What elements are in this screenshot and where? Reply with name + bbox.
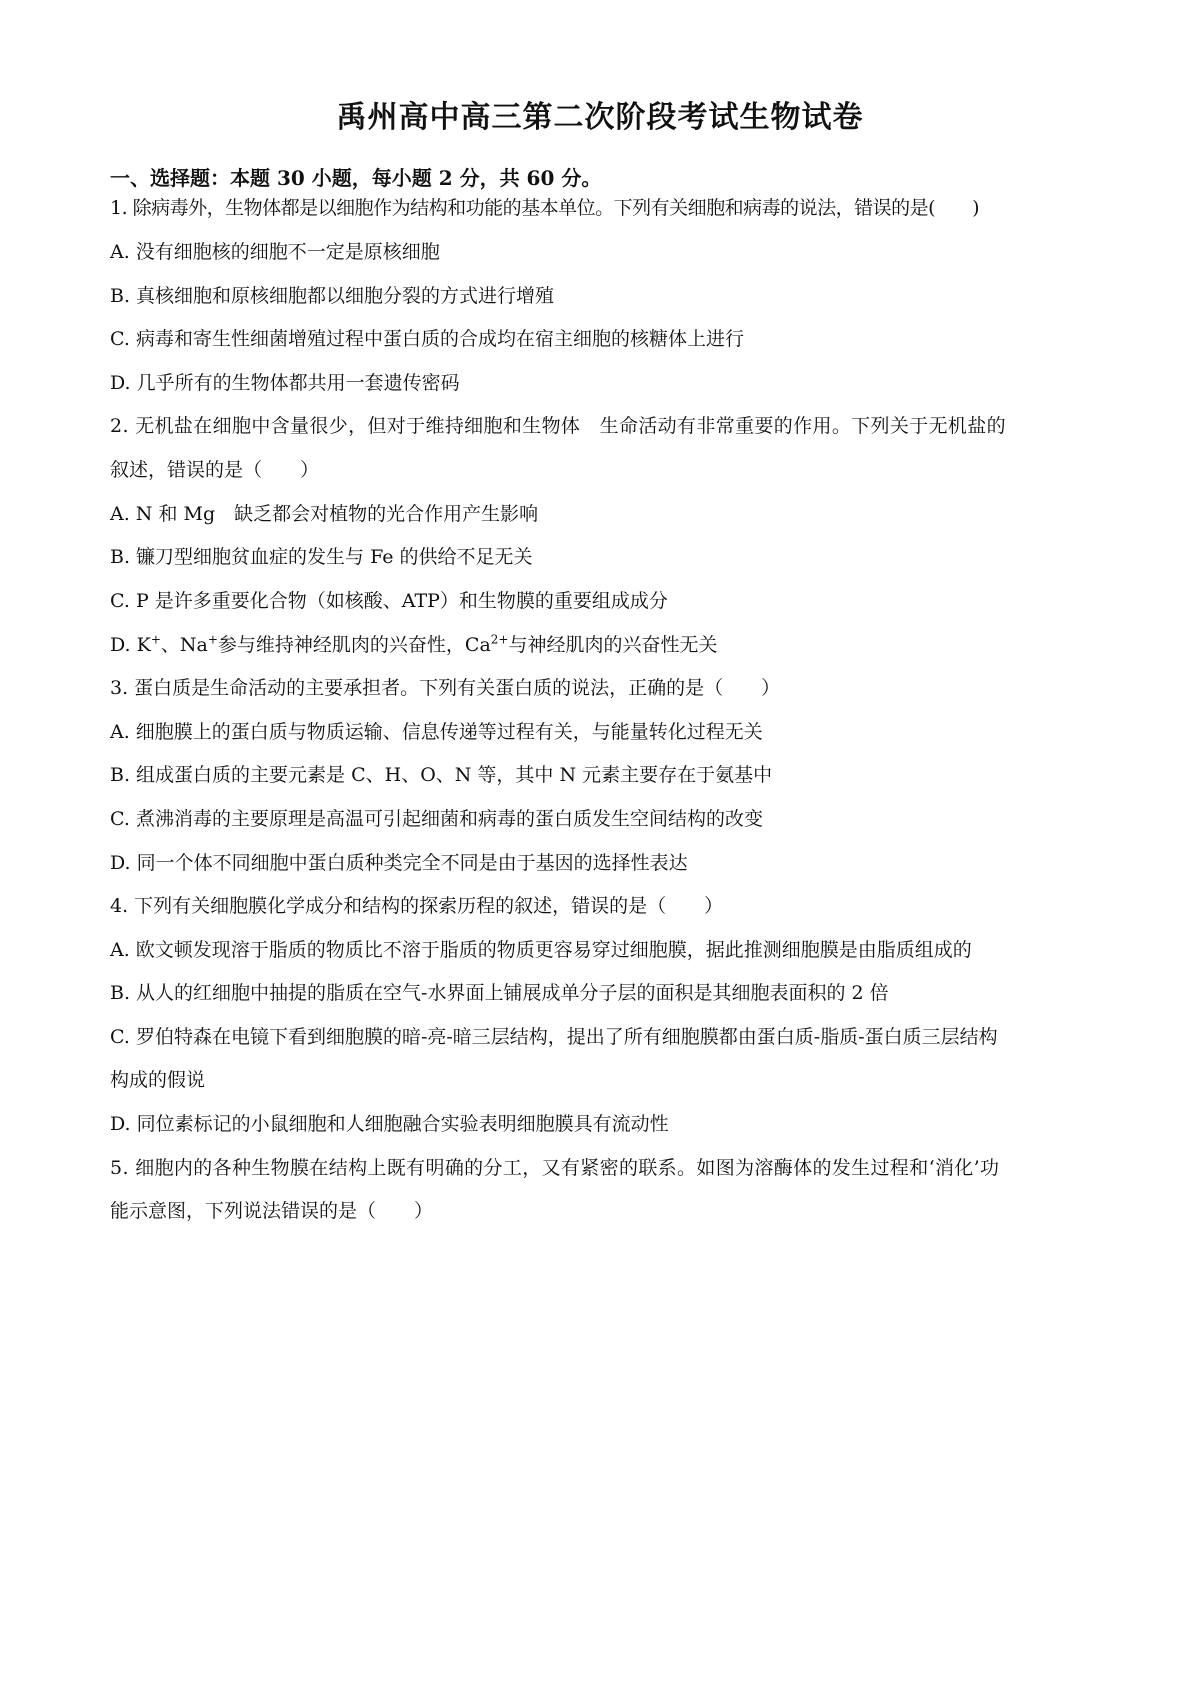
question-2-option-d (110, 631, 718, 659)
question-4-option-d: D. 同位素标记的小鼠细胞和人细胞融合实验表明细胞膜具有流动性 (110, 1113, 669, 1135)
calcium-charge: 2+ (490, 632, 509, 647)
question-4-option-b: B. 从人的红细胞中抽提的脂质在空气-水界面上铺展成单分子层的面积是其细胞表面积的 2 倍 (110, 982, 889, 1004)
exam-title: 禹州高中高三第二次阶段考试生物试卷 (336, 100, 864, 135)
potassium-charge: + (150, 632, 161, 647)
question-4-option-a: A. 欧文顿发现溶于脂质的物质比不溶于脂质的物质更容易穿过细胞膜，据此推测细胞膜是由脂质组成的 (110, 939, 972, 961)
question-1-option-a: A. 没有细胞核的细胞不一定是原核细胞 (110, 241, 440, 263)
option-d-text-4: 与神经肌肉的兴奋性无关 (508, 634, 718, 656)
question-1-option-d: D. 几乎所有的生物体都共用一套遗传密码 (110, 372, 460, 394)
question-5-stem-line-1: 5. 细胞内的各种生物膜在结构上既有明确的分工，又有紧密的联系。如图为溶酶体的发生过程和‘消化’功 (110, 1157, 1000, 1179)
question-4-stem: 4. 下列有关细胞膜化学成分和结构的探索历程的叙述，错误的是（ ） (110, 895, 724, 917)
sodium-charge: + (207, 632, 218, 647)
option-d-text-2: 、Na (160, 634, 208, 656)
question-4-option-c-line-1: C. 罗伯特森在电镜下看到细胞膜的暗-亮-暗三层结构，提出了所有细胞膜都由蛋白质-脂质-蛋白质三层结构 (110, 1026, 998, 1048)
question-5-stem-line-2: 能示意图，下列说法错误的是（ ） (110, 1200, 434, 1222)
question-3-option-d: D. 同一个体不同细胞中蛋白质种类完全不同是由于基因的选择性表达 (110, 852, 688, 874)
question-2-stem-line-1: 2. 无机盐在细胞中含量很少，但对于维持细胞和生物体 生命活动有非常重要的作用。下列关于无机盐的 (110, 415, 1006, 437)
question-2-option-a: A. N 和 Mg 缺乏都会对植物的光合作用产生影响 (110, 503, 539, 525)
question-3-stem: 3. 蛋白质是生命活动的主要承担者。下列有关蛋白质的说法，正确的是（ ） (110, 677, 781, 699)
question-1-option-c: C. 病毒和寄生性细菌增殖过程中蛋白质的合成均在宿主细胞的核糖体上进行 (110, 328, 744, 350)
question-2-stem-line-2: 叙述，错误的是（ ） (110, 459, 320, 481)
question-3-option-c: C. 煮沸消毒的主要原理是高温可引起细菌和病毒的蛋白质发生空间结构的改变 (110, 808, 763, 830)
question-1-option-b: B. 真核细胞和原核细胞都以细胞分裂的方式进行增殖 (110, 285, 555, 307)
option-d-text-1: D. K (110, 634, 151, 656)
section-heading: 一、选择题：本题 30 小题，每小题 2 分，共 60 分。 (110, 166, 602, 190)
question-4-option-c-line-2: 构成的假说 (110, 1069, 206, 1091)
question-1-stem: 1. 除病毒外，生物体都是以细胞作为结构和功能的基本单位。下列有关细胞和病毒的说法，错误的是( ) (110, 197, 979, 219)
question-2-option-c: C. P 是许多重要化合物（如核酸、ATP）和生物膜的重要组成成分 (110, 590, 668, 612)
question-3-option-a: A. 细胞膜上的蛋白质与物质运输、信息传递等过程有关，与能量转化过程无关 (110, 721, 763, 743)
question-2-option-b: B. 镰刀型细胞贫血症的发生与 Fe 的供给不足无关 (110, 546, 533, 568)
question-3-option-b: B. 组成蛋白质的主要元素是 C、H、O、N 等，其中 N 元素主要存在于氨基中 (110, 764, 773, 786)
option-d-text-3: 参与维持神经肌肉的兴奋性，Ca (217, 634, 491, 656)
